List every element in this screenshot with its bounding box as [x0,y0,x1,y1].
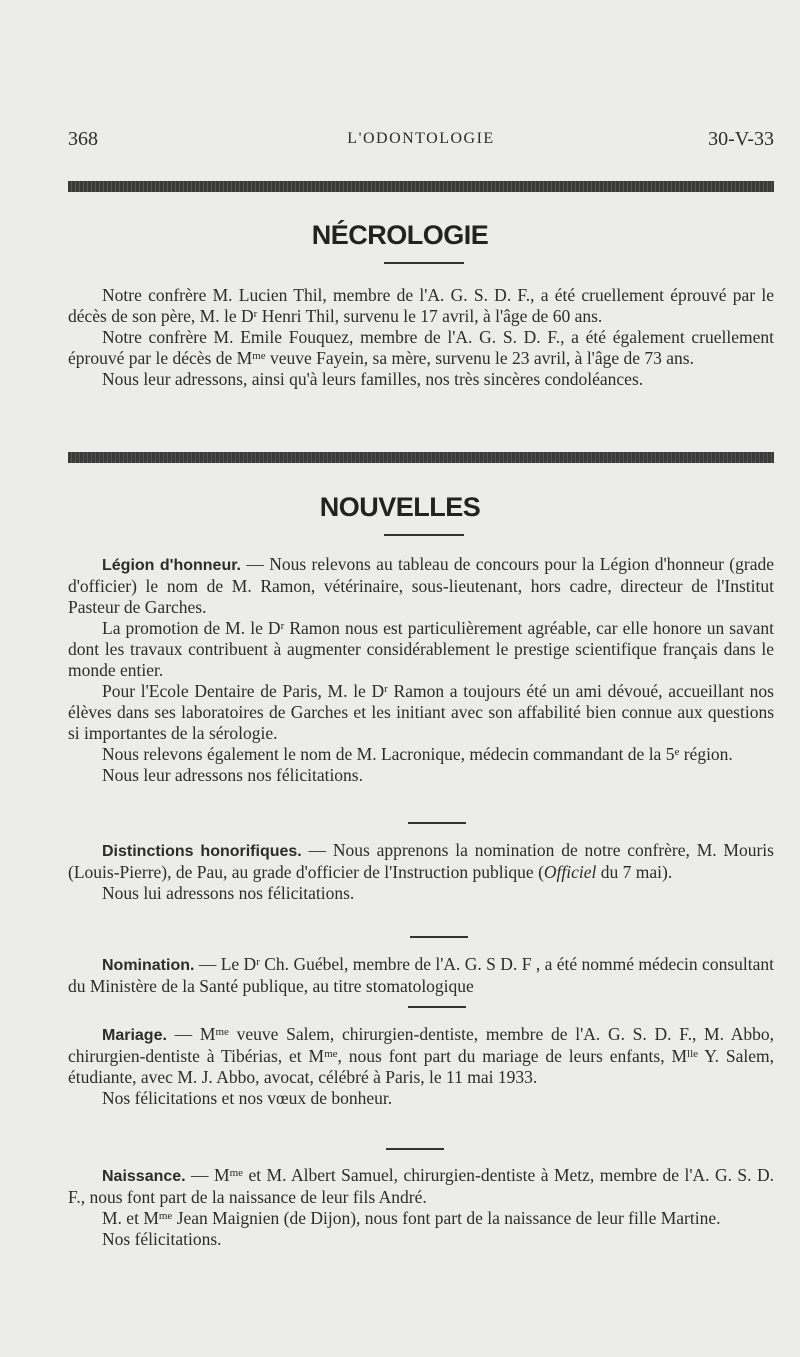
paragraph: Nous leur adressons, ainsi qu'à leurs familles, nos très sincères condoléances. [102,369,644,389]
paragraph: Distinctions honorifiques. — Nous apprenons la nomination de notre confrère, M. Mouris (Louis-Pierre), de Pau, au grade d'officier de l'Instruction publique (Officiel du 7 mai). [68,840,774,882]
paragraph: Notre confrère M. Lucien Thil, membre de l'A. G. S. D. F., a été cruellement éprouvé par le décès de son père, M. le $D^r$ Henri Thil, survenu le 17 avril, à l'âge de 60 ans. [68,285,774,326]
paragraph: Mariage. — $M^{me}$ veuve Salem, chirurgien-dentiste, membre de l'A. G. S. D. F., M. Abbo, chirurgien-dentiste à Tibérias, et $M^{me}$, nous font part du mariage de leurs enfants, $M^{lle}$ Y. Salem, étudiante, avec M. J. Abbo, avocat, célébré à Paris, le 11 mai 1933. [68,1024,775,1087]
separator [386,1148,444,1150]
paragraph: M. et $M^{me}$ Jean Maignien (de Dijon), nous font part de la naissance de leur fille Martine. [102,1208,721,1228]
distinctions-section [68,840,774,904]
paragraph: Nos félicitations. [102,1229,222,1249]
paragraph: Légion d'honneur. — Nous relevons au tableau de concours pour la Légion d'honneur (grade d'officier) le nom de M. Ramon, vétérinaire, sous-lieutenant, hors cadre, directeur de l'Institut Pasteur de Garches. [68,554,774,617]
paragraph: La promotion de M. le $D^r$ Ramon nous est particulièrement agréable, car elle honore un savant dont les travaux contribuent à augmenter considérablement le prestige scientifique français dans le monde entier. [68,618,774,680]
necrologie-title: NÉCROLOGIE [311,220,489,250]
paragraph: Nous leur adressons nos félicitations. [102,765,363,785]
nouvelles-title: NOUVELLES [319,492,481,522]
paragraph: Nous relevons également le nom de M. Lacronique, médecin commandant de la 5e région. [102,744,733,764]
item-heading: Distinctions honorifiques. [102,843,302,860]
nomination-section [68,954,774,997]
top-rule [68,181,774,192]
paragraph: Naissance. — $M^{me}$ et M. Albert Samuel, chirurgien-dentiste à Metz, membre de l'A. G. S. D. F., nous font part de la naissance de leur fils André. [68,1165,774,1207]
paragraph: Nos félicitations et nos vœux de bonheur. [102,1088,393,1108]
title-underline [384,534,464,536]
title-underline [384,262,464,264]
item-heading: Nomination. [102,957,195,974]
naissance-section [68,1165,774,1250]
paragraph: Nomination. — Le $D^r$ Ch. Guébel, membre de l'A. G. S D. F , a été nommé médecin consultant du Ministère de la Santé publique, au titre stomatologique [68,954,774,996]
mariage-section [68,1024,774,1109]
issue-date: 30-V-33 [708,128,774,150]
item-heading: Mariage. [102,1027,167,1044]
section-rule [68,452,774,463]
legion-section [68,554,774,786]
running-header [68,128,774,156]
necrologie-section [68,285,774,390]
separator [410,936,468,938]
paragraph: Nous lui adressons nos félicitations. [102,883,355,903]
page-number: 368 [68,128,98,150]
paragraph: Notre confrère M. Emile Fouquez, membre de l'A. G. S. D. F., a été également cruellement éprouvé par le décès de $M^{me}$ veuve Fayein, sa mère, survenu le 23 avril, à l'âge de 73 ans. [68,327,774,368]
journal-title: L'ODONTOLOGIE [347,130,495,147]
paragraph: Pour l'Ecole Dentaire de Paris, M. le $D^r$ Ramon a toujours été un ami dévoué, accueillant nos élèves dans ses laboratoires de Garches et les initiant avec son affabilité bien connue aux questions si importantes de la sérologie. [68,681,774,743]
separator [408,1006,466,1008]
item-heading: Légion d'honneur. [102,557,241,574]
item-heading: Naissance. [102,1168,186,1185]
separator [408,822,466,824]
